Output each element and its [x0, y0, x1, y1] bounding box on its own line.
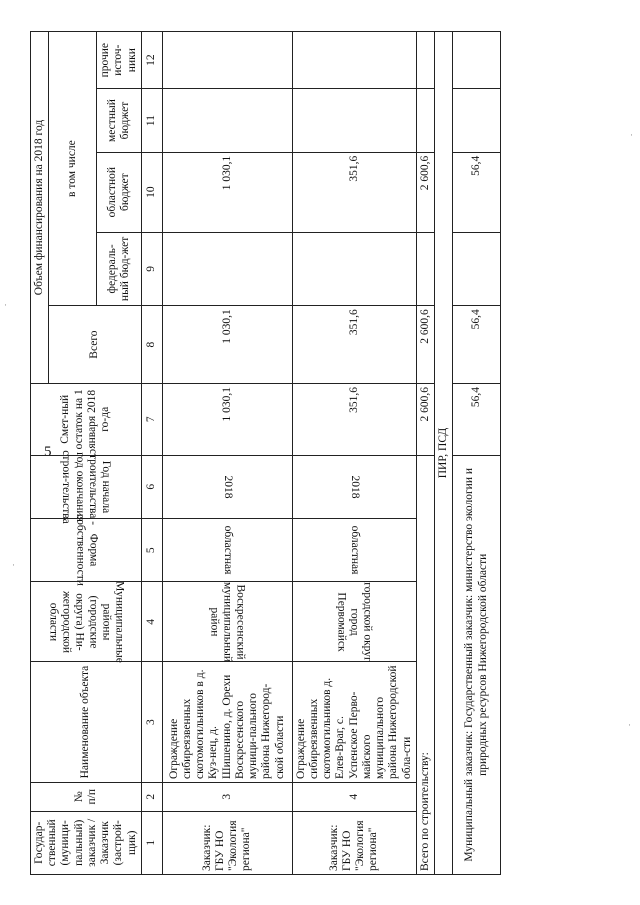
col-other-header: прочие источ-ники — [97, 32, 142, 89]
col-customer-header: Государ-ственный (муници-пальный) заказчик /Заказчик (застрой-щик) — [31, 811, 142, 874]
ownership-text: Форма собственности — [73, 514, 100, 587]
years-value: 2018 — [348, 475, 361, 499]
years-value: 2018 — [221, 475, 234, 499]
district-text: Воскресенский муниципальный район — [208, 581, 248, 662]
remainder-cell: 1 030,1 — [162, 383, 292, 455]
table-row — [162, 32, 292, 875]
col-number: 3 — [141, 662, 162, 783]
col-number: 5 — [141, 519, 162, 582]
col-total-header: Всего — [49, 306, 142, 384]
client-regional: 56,4 — [453, 152, 501, 232]
ownership-value: областная — [221, 525, 234, 575]
client-remainder: 56,4 — [453, 383, 501, 455]
col-federal-header: федераль-ный бюд-жет — [97, 232, 142, 306]
customer-cell: Заказчик: ГБУ НО "Экология региона" — [162, 811, 292, 874]
total-total: 2 600,6 — [416, 306, 434, 384]
col-number: 12 — [141, 32, 162, 89]
federal-cell — [162, 232, 292, 306]
col-local-header: местный бюджет — [97, 89, 142, 152]
scan-artifact: · — [630, 130, 633, 140]
col-number: 4 — [141, 582, 162, 662]
object-name-cell: Ограждение сибиреязвенных скотомогильников в д. Куз-нец, д. Шишенино, д. Орехи Воскресенского муници-пального района Нижегород-ской области — [162, 662, 292, 783]
client-federal — [453, 232, 501, 306]
col-years-header — [31, 448, 142, 525]
col-regional-header: областной бюджет — [97, 152, 142, 232]
total-row — [416, 32, 434, 875]
col-including-header: в том числе — [49, 32, 97, 306]
years-text: Год начала строительства - год окончания строи-тельства — [60, 448, 113, 525]
col-number: 1 — [141, 811, 162, 874]
header-row-1 — [31, 32, 49, 875]
col-number: 9 — [141, 232, 162, 306]
other-cell — [162, 32, 292, 89]
object-name-cell: Ограждение сибиреязвенных скотомогильников д. Елев-Враг, с. Успенское Перво-майского муниципального района Нижегородской обла-сти — [292, 662, 416, 783]
client-row — [453, 32, 501, 875]
col-volume-header: Объем финансирования на 2018 год — [31, 32, 49, 384]
scan-artifact: · — [4, 300, 7, 310]
total-regional: 2 600,6 — [416, 152, 434, 232]
scan-artifact: · — [628, 720, 631, 730]
other-cell — [292, 32, 416, 89]
total-local — [416, 89, 434, 152]
client-other — [453, 32, 501, 89]
total-cell: 1 030,1 — [162, 306, 292, 384]
row-number-cell: 3 — [162, 782, 292, 811]
total-other — [416, 32, 434, 89]
federal-cell — [292, 232, 416, 306]
client-text: Муниципальный заказчик: Государственный заказчик: министерство экологии и природных ресурсов Нижегородской области — [453, 455, 501, 874]
table-row — [292, 32, 416, 875]
col-number: 11 — [141, 89, 162, 152]
financing-table — [30, 31, 501, 875]
years-cell — [292, 455, 416, 518]
client-local — [453, 89, 501, 152]
district-text: городской округ город Первомайск — [335, 582, 375, 662]
col-number: 7 — [141, 383, 162, 455]
scan-artifact: · — [12, 560, 15, 570]
client-total: 56,4 — [453, 306, 501, 384]
total-federal — [416, 232, 434, 306]
row-number-cell: 4 — [292, 782, 416, 811]
col-object-header: Наименование объекта — [31, 662, 142, 783]
col-remainder-header: Смет-ный остаток на 1 января 2018 го-да — [31, 383, 142, 455]
col-number: 10 — [141, 152, 162, 232]
total-remainder: 2 600,6 — [416, 383, 434, 455]
ownership-value: областная — [348, 525, 361, 575]
local-cell — [162, 89, 292, 152]
pir-label: ПИР, ПСД — [434, 32, 452, 875]
total-cell: 351,6 — [292, 306, 416, 384]
remainder-cell: 351,6 — [292, 383, 416, 455]
column-number-row — [141, 32, 162, 875]
col-num-header: № п/п — [31, 782, 142, 811]
total-label: Всего по строительству: — [416, 455, 434, 874]
customer-cell: Заказчик: ГБУ НО "Экология региона" — [292, 811, 416, 874]
local-cell — [292, 89, 416, 152]
page-number: 5 — [44, 444, 52, 460]
col-number: 6 — [141, 455, 162, 518]
years-cell — [162, 455, 292, 518]
districts-text: Муниципальные районы (городские округа) Ни-жегородской области — [47, 581, 126, 663]
pir-row — [434, 32, 452, 875]
col-number: 2 — [141, 782, 162, 811]
col-number: 8 — [141, 306, 162, 384]
regional-cell: 1 030,1 — [162, 152, 292, 232]
regional-cell: 351,6 — [292, 152, 416, 232]
